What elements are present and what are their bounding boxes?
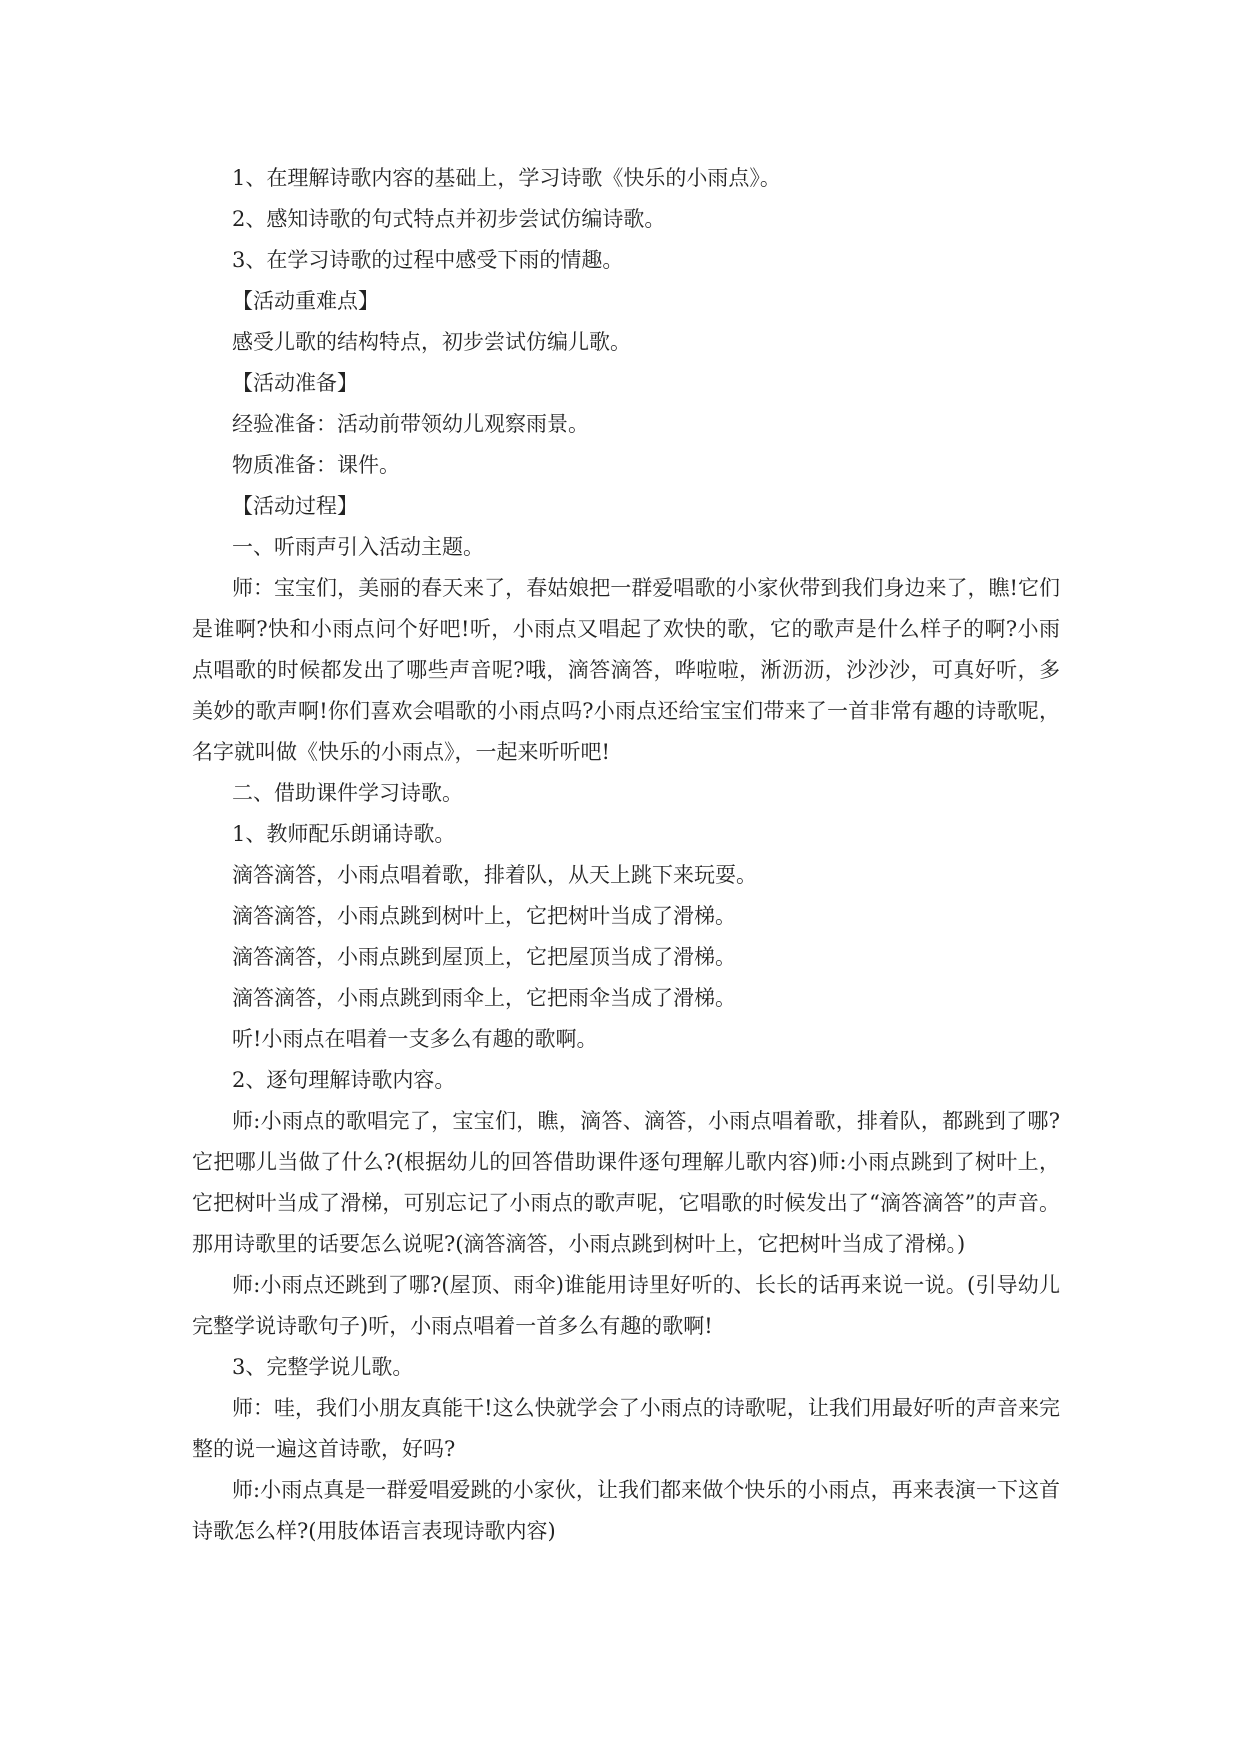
poem-line-3: 滴答滴答，小雨点跳到屋顶上，它把屋顶当成了滑梯。 <box>232 945 736 969</box>
poem-line-1: 滴答滴答，小雨点唱着歌，排着队，从天上跳下来玩耍。 <box>232 863 757 887</box>
poem-line-2: 滴答滴答，小雨点跳到树叶上，它把树叶当成了滑梯。 <box>232 904 736 928</box>
key-points-text: 感受儿歌的结构特点，初步尝试仿编儿歌。 <box>232 330 631 354</box>
teacher-intro-paragraph: 师：宝宝们，美丽的春天来了，春姑娘把一群爱唱歌的小家伙带到我们身边来了，瞧!它们是谁啊?快和小雨点问个好吧!听，小雨点又唱起了欢快的歌，它的歌声是什么样子的啊?小雨点唱歌的时候都发出了哪些声音呢?哦，滴答滴答，哗啦啦，淅沥沥，沙沙沙，可真好听，多美妙的歌声啊!你们喜欢会唱歌的小雨点吗?小雨点还给宝宝们带来了一首非常有趣的诗歌呢，名字就叫做《快乐的小雨点》，一起来听听吧! <box>192 576 1060 764</box>
document-body <box>192 158 1060 1552</box>
teacher-perform-paragraph: 师:小雨点真是一群爱唱爱跳的小家伙，让我们都来做个快乐的小雨点，再来表演一下这首诗歌怎么样?(用肢体语言表现诗歌内容) <box>192 1478 1060 1543</box>
substep-complete: 3、完整学说儿歌。 <box>232 1355 414 1379</box>
teacher-praise-paragraph: 师：哇，我们小朋友真能干!这么快就学会了小雨点的诗歌呢，让我们用最好听的声音来完整的说一遍这首诗歌，好吗? <box>192 1396 1060 1461</box>
teacher-understand-paragraph: 师:小雨点的歌唱完了，宝宝们，瞧，滴答、滴答，小雨点唱着歌，排着队，都跳到了哪?它把哪儿当做了什么?(根据幼儿的回答借助课件逐句理解儿歌内容)师:小雨点跳到了树叶上，它把树叶当成了滑梯，可别忘记了小雨点的歌声呢，它唱歌的时候发出了“滴答滴答”的声音。那用诗歌里的话要怎么说呢?(滴答滴答，小雨点跳到树叶上，它把树叶当成了滑梯。) <box>192 1109 1060 1256</box>
step-2-heading: 二、借助课件学习诗歌。 <box>232 781 463 805</box>
goal-2: 2、感知诗歌的句式特点并初步尝试仿编诗歌。 <box>232 207 666 231</box>
poem-line-4: 滴答滴答，小雨点跳到雨伞上，它把雨伞当成了滑梯。 <box>232 986 736 1010</box>
experience-preparation: 经验准备：活动前带领幼儿观察雨景。 <box>232 412 589 436</box>
section-heading-key-points: 【活动重难点】 <box>232 289 379 313</box>
substep-understand: 2、逐句理解诗歌内容。 <box>232 1068 456 1092</box>
section-heading-preparation: 【活动准备】 <box>232 371 358 395</box>
goal-1: 1、在理解诗歌内容的基础上，学习诗歌《快乐的小雨点》。 <box>232 166 781 190</box>
goal-3: 3、在学习诗歌的过程中感受下雨的情趣。 <box>232 248 624 272</box>
substep-recite: 1、教师配乐朗诵诗歌。 <box>232 822 456 846</box>
poem-line-5: 听!小雨点在唱着一支多么有趣的歌啊。 <box>232 1027 598 1051</box>
section-heading-process: 【活动过程】 <box>232 494 358 518</box>
teacher-more-places-paragraph: 师:小雨点还跳到了哪?(屋顶、雨伞)谁能用诗里好听的、长长的话再来说一说。(引导幼儿完整学说诗歌句子)听，小雨点唱着一首多么有趣的歌啊! <box>192 1273 1060 1338</box>
material-preparation: 物质准备：课件。 <box>232 453 400 477</box>
step-1-heading: 一、听雨声引入活动主题。 <box>232 535 484 559</box>
